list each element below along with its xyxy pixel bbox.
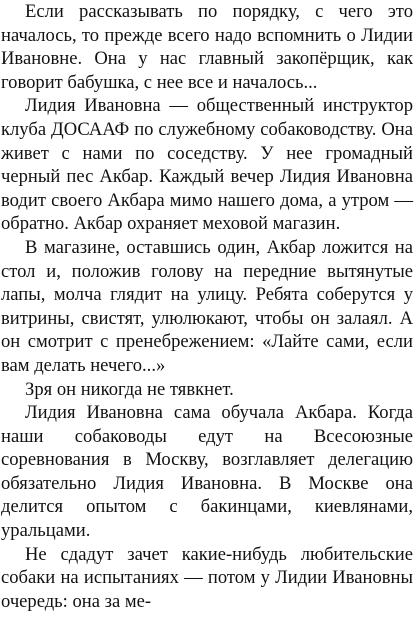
paragraph-2: Лидия Ивановна — общественный инструктор клуба ДОСААФ по служебному собаководству. Она живет с нами по соседству. У нее громадный черный пес Акбар. Каждый вечер Лидия Ивановна водит своего Акбара мимо нашего дома, а утром — обратно. Акбар охраняет меховой магазин. xyxy=(1,95,413,235)
paragraph-5: Лидия Ивановна сама обучала Акбара. Когда наши собаководы едут на Всесоюзные соревнования в Москву, возглавляет делегацию обязательно Лидия Ивановна. В Москве она делится опытом с бакинцами, киевлянами, уральцами. xyxy=(1,402,413,542)
paragraph-6: Не сдадут зачет какие-нибудь любительские собаки на испытаниях — потом у Лидии Ивановны очередь: она за ме- xyxy=(1,543,413,612)
paragraph-4: Зря он никогда не тявкнет. xyxy=(25,378,234,400)
paragraph-3: В магазине, оставшись один, Акбар ложится на стол и, положив голову на передние вытянутые лапы, молча глядит на улицу. Ребята соберутся у витрины, свистят, улюлюкают, чтобы он залаял. А он смотрит с пренебрежением: «Лайте сами, если вам делать нечего...» xyxy=(1,236,413,376)
book-page xyxy=(1,0,413,613)
paragraph-1: Если рассказывать по порядку, с чего это началось, то прежде всего надо вспомнить о Лидии Ивановне. Она у нас главный закопёрщик, как говорит бабушка, с нее все и началось... xyxy=(1,1,413,93)
